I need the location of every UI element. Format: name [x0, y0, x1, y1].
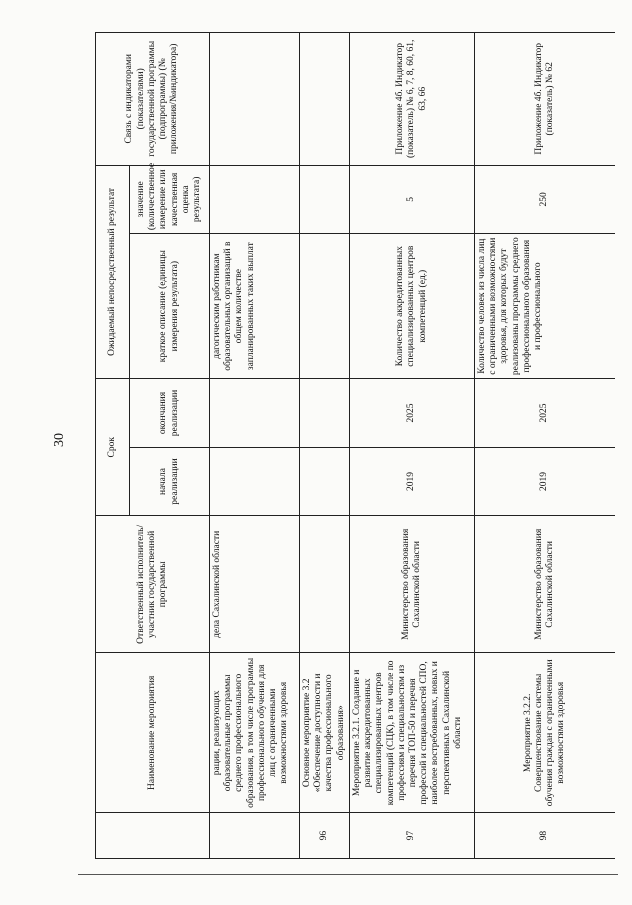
- table-row: [350, 33, 475, 859]
- header-result-desc: краткое описание (единицы измерения результата): [130, 234, 210, 379]
- bottom-rule: [78, 874, 618, 875]
- row-responsible: Министерство образования Сахалинской области: [350, 516, 475, 653]
- measures-table: [95, 32, 615, 859]
- header-num: [96, 813, 210, 859]
- row-link: Приложение 4б. Индикатор (показатель) № 62: [475, 33, 616, 166]
- table-row: [475, 33, 616, 859]
- row-value: [300, 165, 350, 234]
- header-result-value: значение (количественное измерение или качественная оценка результата): [130, 165, 210, 234]
- row-end: 2025: [475, 379, 616, 448]
- row-responsible: [300, 516, 350, 653]
- header-term: Срок: [96, 379, 130, 516]
- row-name: рации, реализующих образовательные программы среднего профессионального образования, в том числе программы профессионального обучения для лиц с ограниченными возможностями здоровья: [210, 653, 300, 813]
- row-end: [300, 379, 350, 448]
- row-desc: дагогическим работникам образовательных организаций в общем количестве запланированных таких выплат: [210, 234, 300, 379]
- header-name: Наименование мероприятия: [96, 653, 210, 813]
- row-num: 97: [350, 813, 475, 859]
- row-desc: [300, 234, 350, 379]
- row-desc: Количество человек из числа лиц с ограниченными возможностями здоровья, для которых будут реализованы программы среднего профессионального образования и профессионального: [475, 234, 616, 379]
- row-value: 250: [475, 165, 616, 234]
- row-link: [210, 33, 300, 166]
- row-responsible: дела Сахалинской области: [210, 516, 300, 653]
- header-term-end: окончания реализации: [130, 379, 210, 448]
- row-desc: Количество аккредитованных специализированных центров компетенций (ед.): [350, 234, 475, 379]
- row-value: [210, 165, 300, 234]
- row-value: 5: [350, 165, 475, 234]
- row-end: 2025: [350, 379, 475, 448]
- row-name: Основное мероприятие 3.2 «Обеспечение доступности и качества профессионального образования»: [300, 653, 350, 813]
- row-name: Мероприятие 3.2.2. Совершенствование системы обучения граждан с ограниченными возможностями здоровья: [475, 653, 616, 813]
- header-link: Связь с индикаторами (показателями) государственной программы (подпрограммы) (№ приложения/№индикатора): [96, 33, 210, 166]
- page-number: 30: [52, 433, 67, 447]
- row-start: [300, 447, 350, 516]
- header-responsible: Ответственный исполнитель/участник государственной программы: [96, 516, 210, 653]
- row-start: 2019: [350, 447, 475, 516]
- row-responsible: Министерство образования Сахалинской области: [475, 516, 616, 653]
- row-num: [210, 813, 300, 859]
- table-container: [95, 32, 615, 859]
- rotated-table-frame: [95, 32, 615, 859]
- row-start: [210, 447, 300, 516]
- row-link: Приложение 4б. Индикатор (показатель) № 6, 7, 8, 60, 61, 63, 66: [350, 33, 475, 166]
- row-num: 96: [300, 813, 350, 859]
- header-result: Ожидаемый непосредственный результат: [96, 165, 130, 379]
- row-start: 2019: [475, 447, 616, 516]
- row-link: [300, 33, 350, 166]
- table-row: [210, 33, 300, 859]
- row-num: 98: [475, 813, 616, 859]
- table-row: [300, 33, 350, 859]
- header-term-start: начала реализации: [130, 447, 210, 516]
- row-name: Мероприятие 3.2.1. Создание и развитие аккредитованных специализированных центров компетенций (СЦК), в том числе по профессиям и специальностям из перечня ТОП-50 и перечня профессий и специальностей СПО, наиболее востребованных, новых и перспективных в Сахалинской области: [350, 653, 475, 813]
- row-end: [210, 379, 300, 448]
